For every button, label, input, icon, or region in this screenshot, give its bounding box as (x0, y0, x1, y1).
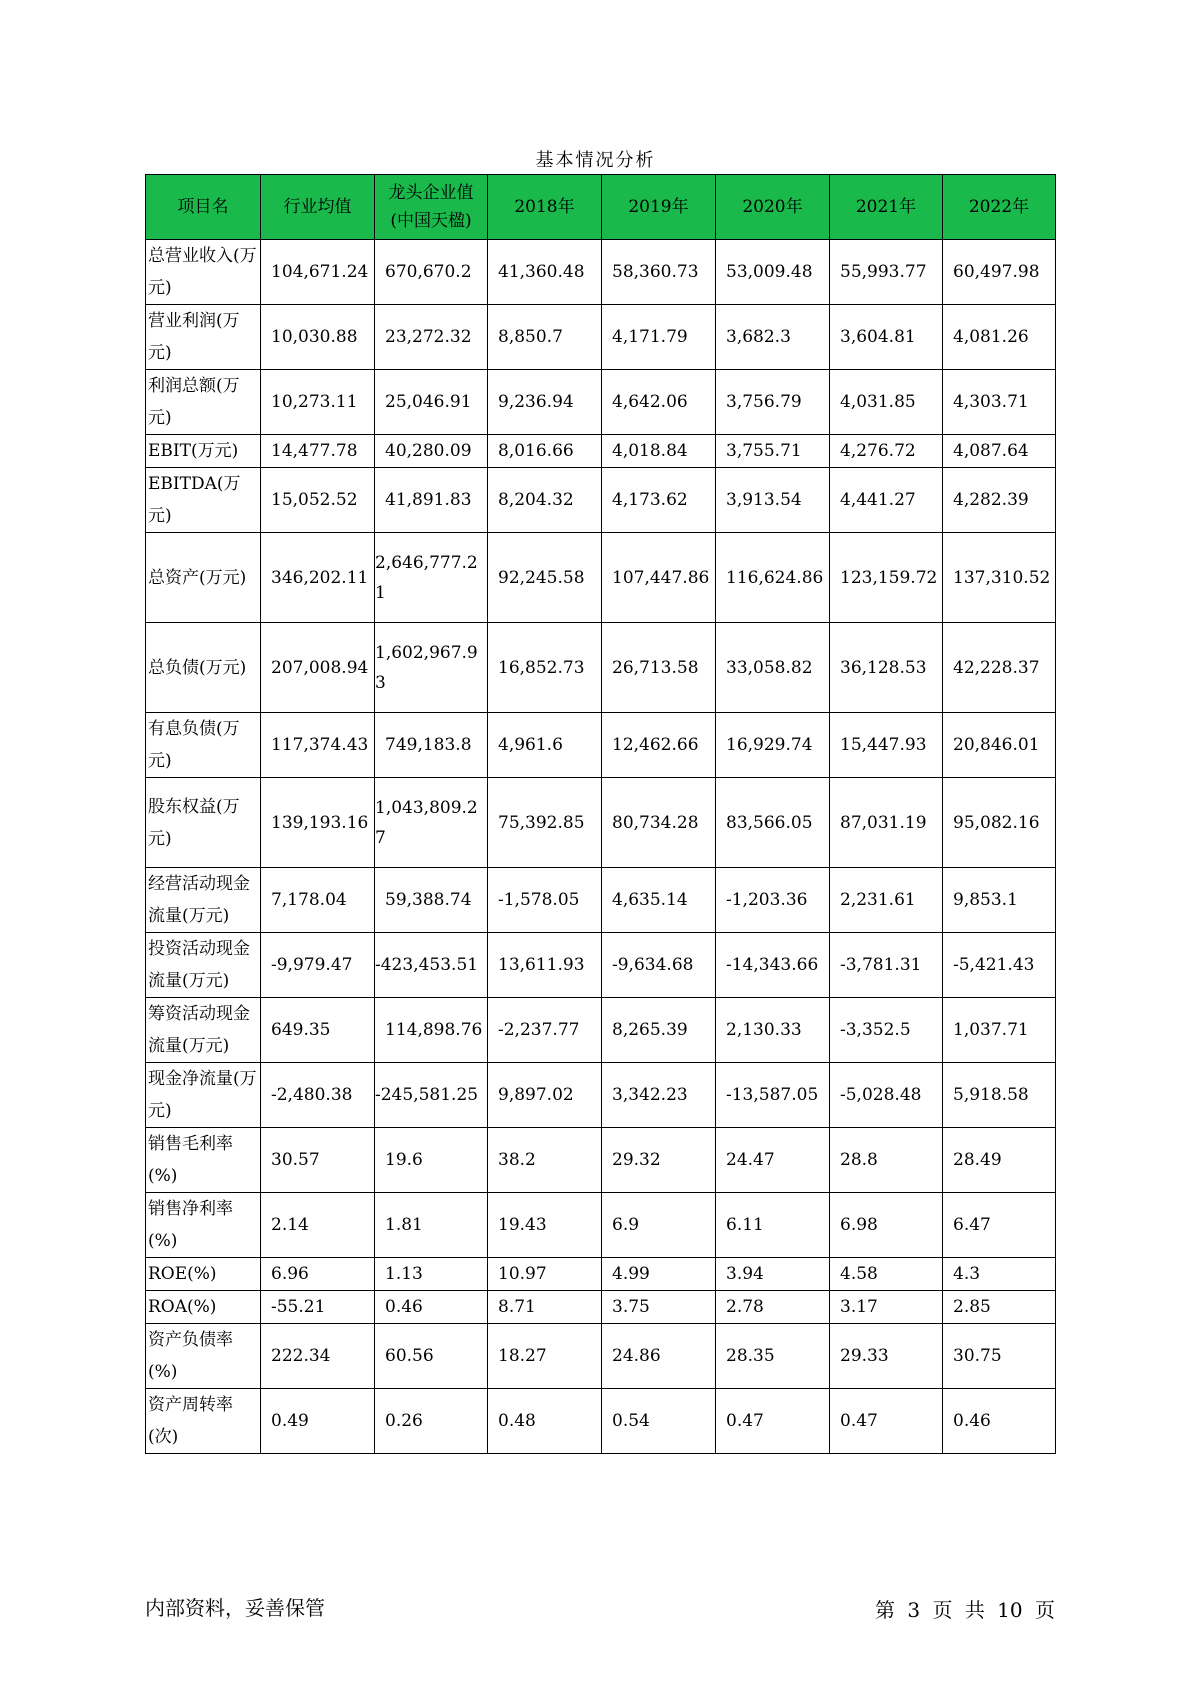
table-cell: 5,918.58 (943, 1063, 1056, 1128)
row-label: 总资产(万元) (146, 533, 261, 623)
table-cell: 222.34 (261, 1324, 375, 1389)
table-cell: 8.71 (488, 1291, 602, 1324)
table-cell: -5,421.43 (943, 933, 1056, 998)
table-cell: 117,374.43 (261, 713, 375, 778)
table-cell: -2,237.77 (488, 998, 602, 1063)
table-cell: 4,018.84 (602, 435, 716, 468)
table-cell: 0.48 (488, 1389, 602, 1454)
table-cell: 114,898.76 (375, 998, 488, 1063)
table-cell: 15,052.52 (261, 468, 375, 533)
table-cell: 41,891.83 (375, 468, 488, 533)
table-row (146, 713, 1056, 778)
table-cell: 59,388.74 (375, 868, 488, 933)
table-title: 基本情况分析 (535, 150, 656, 171)
table-cell: 19.43 (488, 1193, 602, 1258)
table-cell: 7,178.04 (261, 868, 375, 933)
row-label: 经营活动现金流量(万元) (146, 868, 261, 933)
row-label: 销售毛利率(%) (146, 1128, 261, 1193)
table-cell: 60.56 (375, 1324, 488, 1389)
table-cell: 75,392.85 (488, 778, 602, 868)
table-cell: 40,280.09 (375, 435, 488, 468)
table-cell: 28.35 (716, 1324, 830, 1389)
table-cell: 26,713.58 (602, 623, 716, 713)
table-cell: 41,360.48 (488, 240, 602, 305)
table-row (146, 533, 1056, 623)
table-cell: 0.26 (375, 1389, 488, 1454)
table-cell: 1,043,809.27 (375, 778, 488, 868)
table-cell: 139,193.16 (261, 778, 375, 868)
table-header-row (146, 175, 1056, 240)
table-cell: 137,310.52 (943, 533, 1056, 623)
table-cell: 2.14 (261, 1193, 375, 1258)
table-cell: 0.46 (375, 1291, 488, 1324)
table-cell: 2,231.61 (830, 868, 943, 933)
column-header: 2019年 (602, 175, 716, 240)
table-row (146, 623, 1056, 713)
table-cell: 14,477.78 (261, 435, 375, 468)
row-label: 资产周转率(次) (146, 1389, 261, 1454)
column-header: 2018年 (488, 175, 602, 240)
table-cell: 10.97 (488, 1258, 602, 1291)
table-cell: 6.96 (261, 1258, 375, 1291)
table-row (146, 468, 1056, 533)
table-cell: 4,635.14 (602, 868, 716, 933)
table-cell: 29.32 (602, 1128, 716, 1193)
footer-confidential-note: 内部资料，妥善保管 (145, 1596, 325, 1620)
table-cell: 2.85 (943, 1291, 1056, 1324)
table-cell: 6.47 (943, 1193, 1056, 1258)
table-row (146, 998, 1056, 1063)
row-label: 投资活动现金流量(万元) (146, 933, 261, 998)
table-cell: 25,046.91 (375, 370, 488, 435)
row-label: 销售净利率(%) (146, 1193, 261, 1258)
row-label: 筹资活动现金流量(万元) (146, 998, 261, 1063)
row-label: ROA(%) (146, 1291, 261, 1324)
table-cell: 346,202.11 (261, 533, 375, 623)
table-cell: 83,566.05 (716, 778, 830, 868)
table-cell: 10,273.11 (261, 370, 375, 435)
table-cell: 28.8 (830, 1128, 943, 1193)
column-header: 2021年 (830, 175, 943, 240)
table-cell: 4,441.27 (830, 468, 943, 533)
table-cell: 2,646,777.21 (375, 533, 488, 623)
table-cell: 3,755.71 (716, 435, 830, 468)
table-cell: 123,159.72 (830, 533, 943, 623)
page-number: 第 3 页 共 10 页 (875, 1598, 1055, 1622)
row-label: 利润总额(万元) (146, 370, 261, 435)
table-cell: -245,581.25 (375, 1063, 488, 1128)
row-label: 总营业收入(万元) (146, 240, 261, 305)
table-cell: 4,031.85 (830, 370, 943, 435)
table-cell: 19.6 (375, 1128, 488, 1193)
table-cell: 80,734.28 (602, 778, 716, 868)
table-cell: -423,453.51 (375, 933, 488, 998)
table-cell: 20,846.01 (943, 713, 1056, 778)
table-cell: 24.86 (602, 1324, 716, 1389)
table-cell: 92,245.58 (488, 533, 602, 623)
table-cell: 9,853.1 (943, 868, 1056, 933)
table-cell: 116,624.86 (716, 533, 830, 623)
table-cell: 3.75 (602, 1291, 716, 1324)
table-cell: 9,236.94 (488, 370, 602, 435)
table-cell: 1,037.71 (943, 998, 1056, 1063)
table-cell: 24.47 (716, 1128, 830, 1193)
table-cell: 8,850.7 (488, 305, 602, 370)
table-row (146, 240, 1056, 305)
table-row (146, 1258, 1056, 1291)
table-cell: 107,447.86 (602, 533, 716, 623)
table-row (146, 305, 1056, 370)
table-cell: 0.47 (716, 1389, 830, 1454)
table-cell: 670,670.2 (375, 240, 488, 305)
table-cell: 8,265.39 (602, 998, 716, 1063)
table-cell: -3,781.31 (830, 933, 943, 998)
table-cell: 29.33 (830, 1324, 943, 1389)
table-cell: 38.2 (488, 1128, 602, 1193)
table-cell: 13,611.93 (488, 933, 602, 998)
table-cell: -9,979.47 (261, 933, 375, 998)
row-label: 现金净流量(万元) (146, 1063, 261, 1128)
table-cell: -55.21 (261, 1291, 375, 1324)
table-cell: 16,929.74 (716, 713, 830, 778)
row-label: 有息负债(万元) (146, 713, 261, 778)
row-label: ROE(%) (146, 1258, 261, 1291)
table-cell: -1,578.05 (488, 868, 602, 933)
table-cell: 58,360.73 (602, 240, 716, 305)
column-header: 龙头企业值(中国天楹) (375, 175, 488, 240)
table-cell: -14,343.66 (716, 933, 830, 998)
table-cell: 2,130.33 (716, 998, 830, 1063)
table-row (146, 1128, 1056, 1193)
column-header: 项目名 (146, 175, 261, 240)
table-cell: 30.75 (943, 1324, 1056, 1389)
table-cell: 4.3 (943, 1258, 1056, 1291)
table-cell: -5,028.48 (830, 1063, 943, 1128)
row-label: EBITDA(万元) (146, 468, 261, 533)
table-cell: 4,303.71 (943, 370, 1056, 435)
table-row (146, 1291, 1056, 1324)
table-cell: 8,016.66 (488, 435, 602, 468)
table-cell: 6.9 (602, 1193, 716, 1258)
column-header: 2022年 (943, 175, 1056, 240)
table-cell: 2.78 (716, 1291, 830, 1324)
table-cell: -9,634.68 (602, 933, 716, 998)
table-cell: 1,602,967.93 (375, 623, 488, 713)
table-cell: 6.11 (716, 1193, 830, 1258)
table-cell: 87,031.19 (830, 778, 943, 868)
table-cell: 1.13 (375, 1258, 488, 1291)
table-row (146, 435, 1056, 468)
table-cell: 28.49 (943, 1128, 1056, 1193)
table-cell: 3.17 (830, 1291, 943, 1324)
column-header: 行业均值 (261, 175, 375, 240)
table-row (146, 1063, 1056, 1128)
table-cell: 9,897.02 (488, 1063, 602, 1128)
table-cell: 649.35 (261, 998, 375, 1063)
table-cell: 0.46 (943, 1389, 1056, 1454)
table-cell: 4,173.62 (602, 468, 716, 533)
table-cell: 12,462.66 (602, 713, 716, 778)
row-label: 股东权益(万元) (146, 778, 261, 868)
table-row (146, 1389, 1056, 1454)
table-cell: 3,913.54 (716, 468, 830, 533)
table-cell: -3,352.5 (830, 998, 943, 1063)
table-cell: -1,203.36 (716, 868, 830, 933)
table-cell: 3,342.23 (602, 1063, 716, 1128)
table-cell: 55,993.77 (830, 240, 943, 305)
table-row (146, 778, 1056, 868)
table-cell: 23,272.32 (375, 305, 488, 370)
table-cell: 4,642.06 (602, 370, 716, 435)
table-cell: 4,171.79 (602, 305, 716, 370)
table-cell: 4,276.72 (830, 435, 943, 468)
row-label: EBIT(万元) (146, 435, 261, 468)
row-label: 总负债(万元) (146, 623, 261, 713)
table-cell: 4,081.26 (943, 305, 1056, 370)
financial-table (145, 174, 1056, 1454)
table-cell: 0.54 (602, 1389, 716, 1454)
table-cell: 4.99 (602, 1258, 716, 1291)
table-cell: 0.47 (830, 1389, 943, 1454)
table-cell: 10,030.88 (261, 305, 375, 370)
table-cell: 30.57 (261, 1128, 375, 1193)
row-label: 资产负债率(%) (146, 1324, 261, 1389)
table-row (146, 1193, 1056, 1258)
table-cell: 4,282.39 (943, 468, 1056, 533)
table-row (146, 933, 1056, 998)
table-cell: 1.81 (375, 1193, 488, 1258)
table-row (146, 1324, 1056, 1389)
table-cell: 33,058.82 (716, 623, 830, 713)
table-cell: 4,961.6 (488, 713, 602, 778)
table-cell: 6.98 (830, 1193, 943, 1258)
column-header: 2020年 (716, 175, 830, 240)
table-cell: 16,852.73 (488, 623, 602, 713)
table-cell: 3.94 (716, 1258, 830, 1291)
table-row (146, 868, 1056, 933)
table-cell: 4.58 (830, 1258, 943, 1291)
row-label: 营业利润(万元) (146, 305, 261, 370)
table-cell: -13,587.05 (716, 1063, 830, 1128)
table-cell: 95,082.16 (943, 778, 1056, 868)
table-cell: 53,009.48 (716, 240, 830, 305)
table-cell: 749,183.8 (375, 713, 488, 778)
table-cell: 36,128.53 (830, 623, 943, 713)
table-cell: 4,087.64 (943, 435, 1056, 468)
table-cell: 207,008.94 (261, 623, 375, 713)
table-cell: 3,756.79 (716, 370, 830, 435)
table-cell: 60,497.98 (943, 240, 1056, 305)
table-cell: -2,480.38 (261, 1063, 375, 1128)
table-cell: 3,682.3 (716, 305, 830, 370)
table-cell: 18.27 (488, 1324, 602, 1389)
table-cell: 104,671.24 (261, 240, 375, 305)
table-cell: 15,447.93 (830, 713, 943, 778)
table-row (146, 370, 1056, 435)
table-cell: 8,204.32 (488, 468, 602, 533)
table-cell: 0.49 (261, 1389, 375, 1454)
table-cell: 42,228.37 (943, 623, 1056, 713)
table-cell: 3,604.81 (830, 305, 943, 370)
